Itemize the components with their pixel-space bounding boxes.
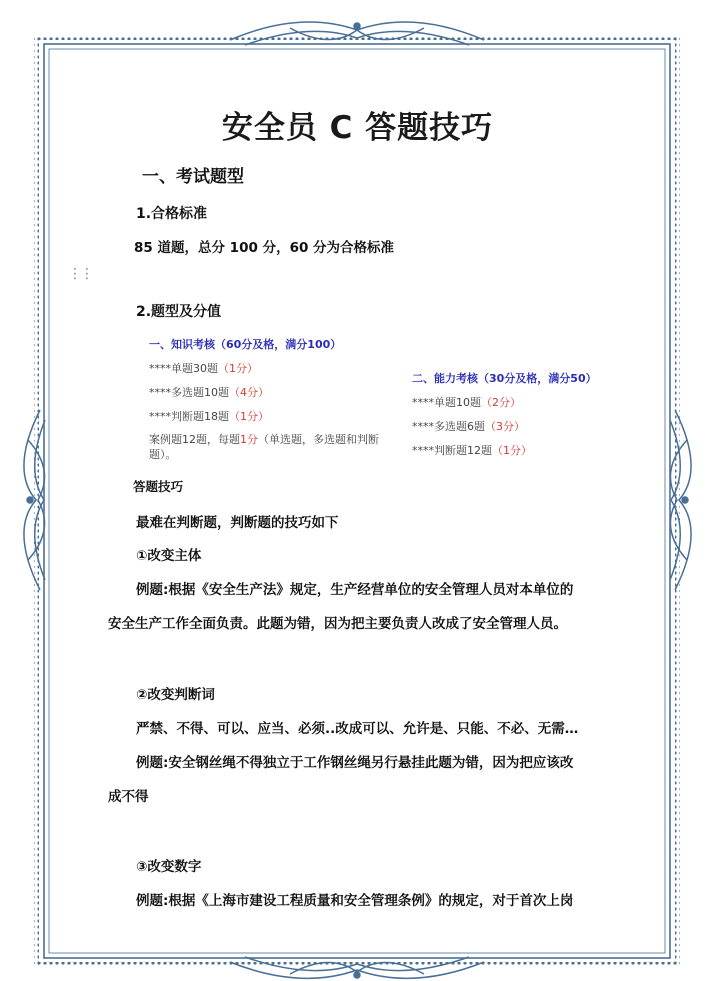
case-score: 1分 <box>240 433 258 446</box>
pass-standard-text: 85 道题，总分 100 分，60 分为合格标准 <box>134 240 395 256</box>
tip2-heading: ②改变判断词 <box>136 687 215 703</box>
section-heading-exam-types: 一、考试题型 <box>142 167 244 187</box>
row-label: ****判断题12题 <box>412 444 492 457</box>
knowledge-row <box>149 408 390 424</box>
tip3-heading: ③改变数字 <box>136 859 202 875</box>
tips-label: 答题技巧 <box>133 479 184 494</box>
knowledge-row <box>149 360 390 376</box>
row-label: ****多选题10题 <box>149 386 229 399</box>
knowledge-row <box>149 384 390 400</box>
tip3-example-line1: 例题:根据《上海市建设工程质量和安全管理条例》的规定，对于首次上岗 <box>136 893 574 909</box>
knowledge-assessment-card <box>140 330 390 460</box>
ability-assessment-card <box>404 364 604 464</box>
tip1-example-line1: 例题:根据《安全生产法》规定，生产经营单位的安全管理人员对本单位的 <box>136 582 574 598</box>
row-label: ****多选题6题 <box>412 420 485 433</box>
row-label: ****单题10题 <box>412 396 481 409</box>
page-title: 安全员 C 答题技巧 <box>221 110 494 146</box>
tip2-example-line2: 成不得 <box>108 789 149 805</box>
tip1-example-line2: 安全生产工作全面负责。此题为错，因为把主要负责人改成了安全管理人员。 <box>108 616 567 632</box>
row-label: ****单题30题 <box>149 362 218 375</box>
row-score: （2分） <box>481 396 521 409</box>
ability-row <box>412 418 604 434</box>
row-score: （1分） <box>492 444 532 457</box>
tip1-heading: ①改变主体 <box>136 548 202 564</box>
tip2-example-line1: 例题:安全钢丝绳不得独立于工作钢丝绳另行悬挂此题为错，因为把应该改 <box>136 755 574 771</box>
case-prefix: 案例题12题，每题 <box>149 433 240 446</box>
row-label: ****判断题18题 <box>149 410 229 423</box>
ability-card-heading: 二、能力考核（30分及格，满分50） <box>412 372 597 385</box>
drag-handle-icon[interactable]: ⋮⋮ <box>68 266 92 282</box>
ability-row <box>412 442 604 458</box>
subheading-question-types: 2.题型及分值 <box>136 304 222 320</box>
subheading-pass-standard: 1.合格标准 <box>136 206 208 222</box>
case-suffix: （单选题，多选题和判断题）。 <box>149 433 379 461</box>
row-score: （4分） <box>229 386 269 399</box>
case-question-row <box>149 432 384 462</box>
tips-intro: 最难在判断题，判断题的技巧如下 <box>136 515 339 531</box>
row-score: （1分） <box>218 362 258 375</box>
row-score: （3分） <box>485 420 525 433</box>
row-score: （1分） <box>229 410 269 423</box>
tip2-words: 严禁、不得、可以、应当、必须..改成可以、允许是、只能、不必、无需… <box>136 721 579 737</box>
knowledge-card-heading: 一、知识考核（60分及格，满分100） <box>149 338 342 351</box>
ability-row <box>412 394 604 410</box>
